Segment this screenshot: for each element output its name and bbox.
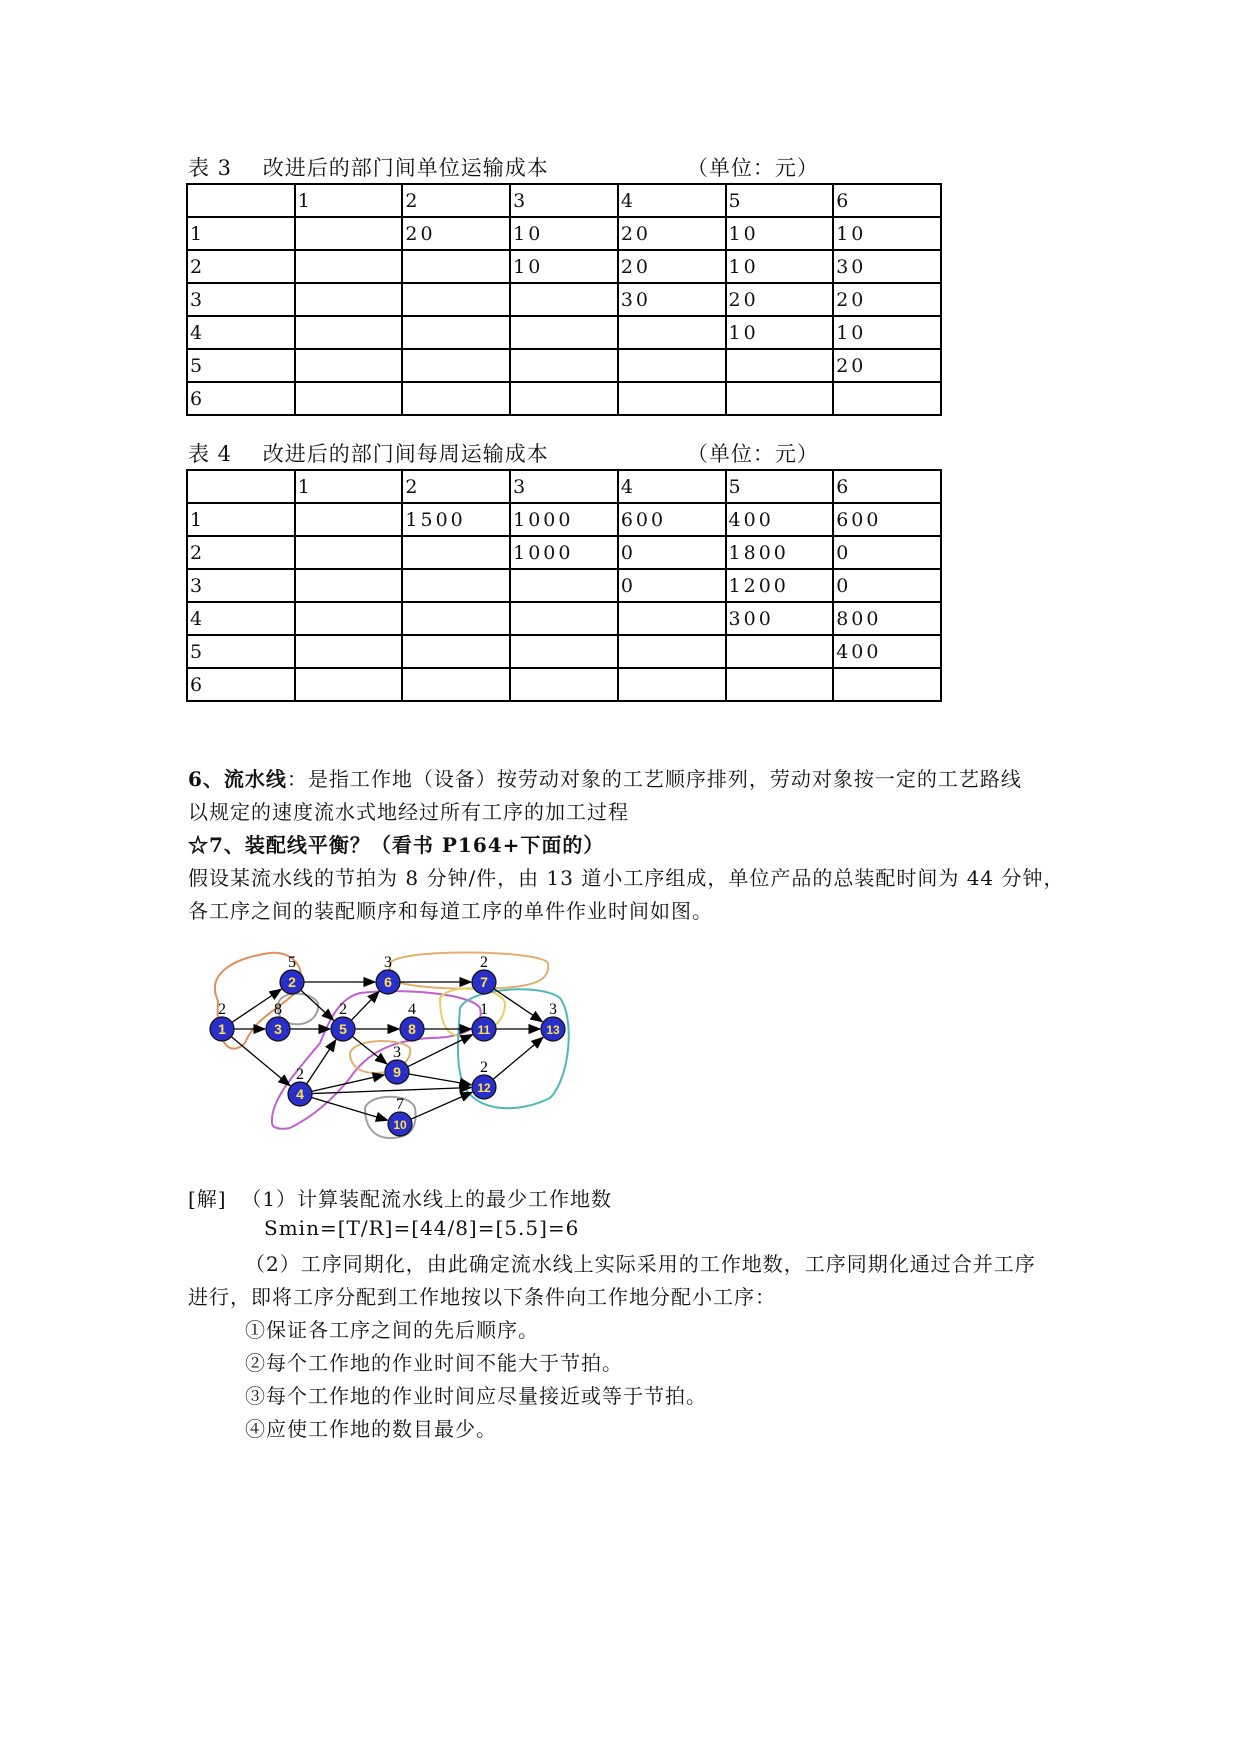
table-cell: 5 [187,349,295,382]
node-8 [400,1001,424,1041]
table-cell: 2 [187,250,295,283]
node-11-time: 1 [480,1001,488,1018]
table-cell: 0 [618,536,726,569]
node-3 [266,1001,290,1041]
table-cell: 20 [833,349,941,382]
table-cell [402,635,510,668]
table-cell: 5 [726,184,834,217]
table-cell [618,349,726,382]
table-cell [295,316,403,349]
table-cell: 1500 [402,503,510,536]
group-outline-purple [272,991,481,1129]
table-cell [618,382,726,415]
table-cell: 10 [510,250,618,283]
section6-text: ：是指工作地（设备）按劳动对象的工艺顺序排列，劳动对象按一定的工艺路线 [286,767,1022,791]
table-cell [726,382,834,415]
table-row [187,635,941,668]
table-cell [618,668,726,701]
section7-line1: 假设某流水线的节拍为 8 分钟/件，由 13 道小工序组成，单位产品的总装配时间为 44 分钟， [188,866,1065,890]
condition-1: ①保证各工序之间的先后顺序。 [245,1318,539,1342]
table-cell [618,602,726,635]
table3 [186,183,942,416]
table-cell: 1000 [510,503,618,536]
table-row [187,503,941,536]
node-9-time: 3 [393,1044,401,1061]
table-cell: 1 [187,217,295,250]
table-row [187,569,941,602]
section6-title: 6、流水线 [188,767,287,791]
node-4-label: 4 [296,1086,304,1102]
table-cell: 4 [618,470,726,503]
table-cell [295,635,403,668]
node-12-label: 12 [477,1081,491,1095]
table-cell [295,382,403,415]
node-10 [388,1096,412,1136]
table-row [187,217,941,250]
table-cell: 3 [187,569,295,602]
node-6-time: 3 [384,954,392,971]
table-cell: 4 [187,602,295,635]
node-7-label: 7 [480,974,488,990]
table-cell [618,635,726,668]
node-13-time: 3 [549,1001,557,1018]
node-2-time: 5 [288,954,296,971]
table-cell: 20 [726,283,834,316]
condition-2: ②每个工作地的作业时间不能大于节拍。 [245,1351,623,1375]
table-cell [510,635,618,668]
table-cell: 4 [618,184,726,217]
table-cell [510,668,618,701]
table-cell [510,569,618,602]
table-header-row [187,470,941,503]
table-cell: 6 [187,668,295,701]
section7-line2: 各工序之间的装配顺序和每道工序的单件作业时间如图。 [188,899,713,923]
table-cell: 10 [726,217,834,250]
table-cell: 1 [295,184,403,217]
table-cell [402,316,510,349]
table-cell: 2 [187,536,295,569]
table-cell: 10 [833,316,941,349]
node-4 [288,1066,312,1106]
table-cell: 10 [510,217,618,250]
table-cell: 6 [833,470,941,503]
table-cell [402,602,510,635]
node-8-label: 8 [408,1021,416,1037]
table-cell: 30 [833,250,941,283]
table-cell [187,184,295,217]
table-cell: 4 [187,316,295,349]
node-10-time: 7 [396,1096,404,1113]
solution-step2a: （2）工序同期化，由此确定流水线上实际采用的工作地数，工序同期化通过合并工序 [245,1252,1036,1276]
table-cell [295,503,403,536]
table-cell [402,668,510,701]
table-row [187,668,941,701]
table-cell: 0 [618,569,726,602]
condition-3: ③每个工作地的作业时间应尽量接近或等于节拍。 [245,1384,707,1408]
edge-2-5 [301,990,334,1020]
table-cell: 30 [618,283,726,316]
table-cell: 2 [402,470,510,503]
table-cell [402,349,510,382]
table-cell [402,536,510,569]
node-1 [210,1001,234,1041]
table-cell [726,668,834,701]
table-cell [510,283,618,316]
table-cell [295,349,403,382]
node-1-label: 1 [218,1021,226,1037]
table-cell: 1 [187,503,295,536]
node-8-time: 4 [408,1001,416,1018]
precedence-diagram [200,948,640,1168]
node-11-label: 11 [477,1023,491,1037]
table-cell [833,382,941,415]
table-cell: 10 [833,217,941,250]
edge-5-6 [351,991,379,1020]
table-cell [726,635,834,668]
table-cell [295,536,403,569]
solution-step2b: 进行，即将工序分配到工作地按以下条件向工作地分配小工序： [188,1285,776,1309]
node-1-time: 2 [218,1001,226,1018]
node-13-label: 13 [546,1023,560,1037]
table-cell: 3 [510,470,618,503]
table-cell [402,250,510,283]
table-cell: 1800 [726,536,834,569]
node-9-label: 9 [393,1064,401,1080]
node-2-label: 2 [288,974,296,990]
table-cell: 5 [187,635,295,668]
table-cell: 400 [726,503,834,536]
table-cell [295,602,403,635]
node-6-label: 6 [384,974,392,990]
edge-10-12 [411,1092,472,1119]
table-cell [510,382,618,415]
table-cell: 600 [618,503,726,536]
table-header-row [187,184,941,217]
table-cell: 6 [187,382,295,415]
node-7-time: 2 [480,954,488,971]
node-12-time: 2 [480,1059,488,1076]
node-2 [280,954,304,994]
table-cell [510,316,618,349]
table-cell: 20 [618,217,726,250]
table-cell [295,668,403,701]
table-cell: 400 [833,635,941,668]
table-cell: 5 [726,470,834,503]
table-row [187,382,941,415]
edge-4-9 [312,1075,385,1091]
table-cell: 600 [833,503,941,536]
node-12 [472,1059,496,1099]
table4 [186,469,942,702]
table-cell: 20 [618,250,726,283]
table-row [187,349,941,382]
table-row [187,250,941,283]
table3-caption: 表 3 改进后的部门间单位运输成本 （单位：元） [188,156,819,180]
table-cell: 1000 [510,536,618,569]
node-9 [385,1044,409,1084]
table-cell [402,382,510,415]
edge-4-12 [312,1087,471,1093]
section7-title: ☆7、装配线平衡？（看书 P164+下面的） [188,833,605,857]
edge-4-10 [311,1097,387,1120]
table-cell: 2 [402,184,510,217]
condition-4: ④应使工作地的数目最少。 [245,1417,497,1441]
section6-line1 [188,763,1022,792]
table-cell [295,283,403,316]
table-cell: 10 [726,316,834,349]
table-cell: 800 [833,602,941,635]
node-3-label: 3 [274,1021,282,1037]
table-cell: 1 [295,470,403,503]
solution-step1: [解] （1）计算装配流水线上的最少工作地数 [188,1187,613,1211]
table-cell [510,602,618,635]
node-7 [472,954,496,994]
node-3-time: 8 [274,1001,282,1018]
table-cell: 20 [833,283,941,316]
node-13 [541,1001,565,1041]
table-cell [402,569,510,602]
table-cell [726,349,834,382]
node-11 [472,1001,496,1041]
table-cell [295,217,403,250]
table-row [187,536,941,569]
solution-formula: Smin=[T/R]=[44/8]=[5.5]=6 [264,1216,580,1240]
node-5-label: 5 [339,1021,347,1037]
node-4-time: 2 [296,1066,304,1083]
table-row [187,602,941,635]
table-cell [295,569,403,602]
table-cell: 0 [833,536,941,569]
table-row [187,316,941,349]
table-cell: 3 [510,184,618,217]
edge-4-5 [307,1040,336,1084]
edge-1-4 [231,1037,290,1086]
section6-line2: 以规定的速度流水式地经过所有工序的加工过程 [188,800,629,824]
table-cell [402,283,510,316]
table-row [187,283,941,316]
table-cell: 10 [726,250,834,283]
table-cell: 6 [833,184,941,217]
table-cell: 0 [833,569,941,602]
table-cell: 20 [402,217,510,250]
node-10-label: 10 [393,1118,407,1132]
table4-caption: 表 4 改进后的部门间每周运输成本 （单位：元） [188,442,819,466]
edge-12-13 [493,1037,543,1079]
table-cell [510,349,618,382]
table-cell [295,250,403,283]
node-5 [331,1001,355,1041]
table-cell: 300 [726,602,834,635]
group-outline-tan [390,952,548,988]
table-cell [833,668,941,701]
table-cell: 3 [187,283,295,316]
table-cell [618,316,726,349]
table-cell: 1200 [726,569,834,602]
node-5-time: 2 [339,1001,347,1018]
table-cell [187,470,295,503]
